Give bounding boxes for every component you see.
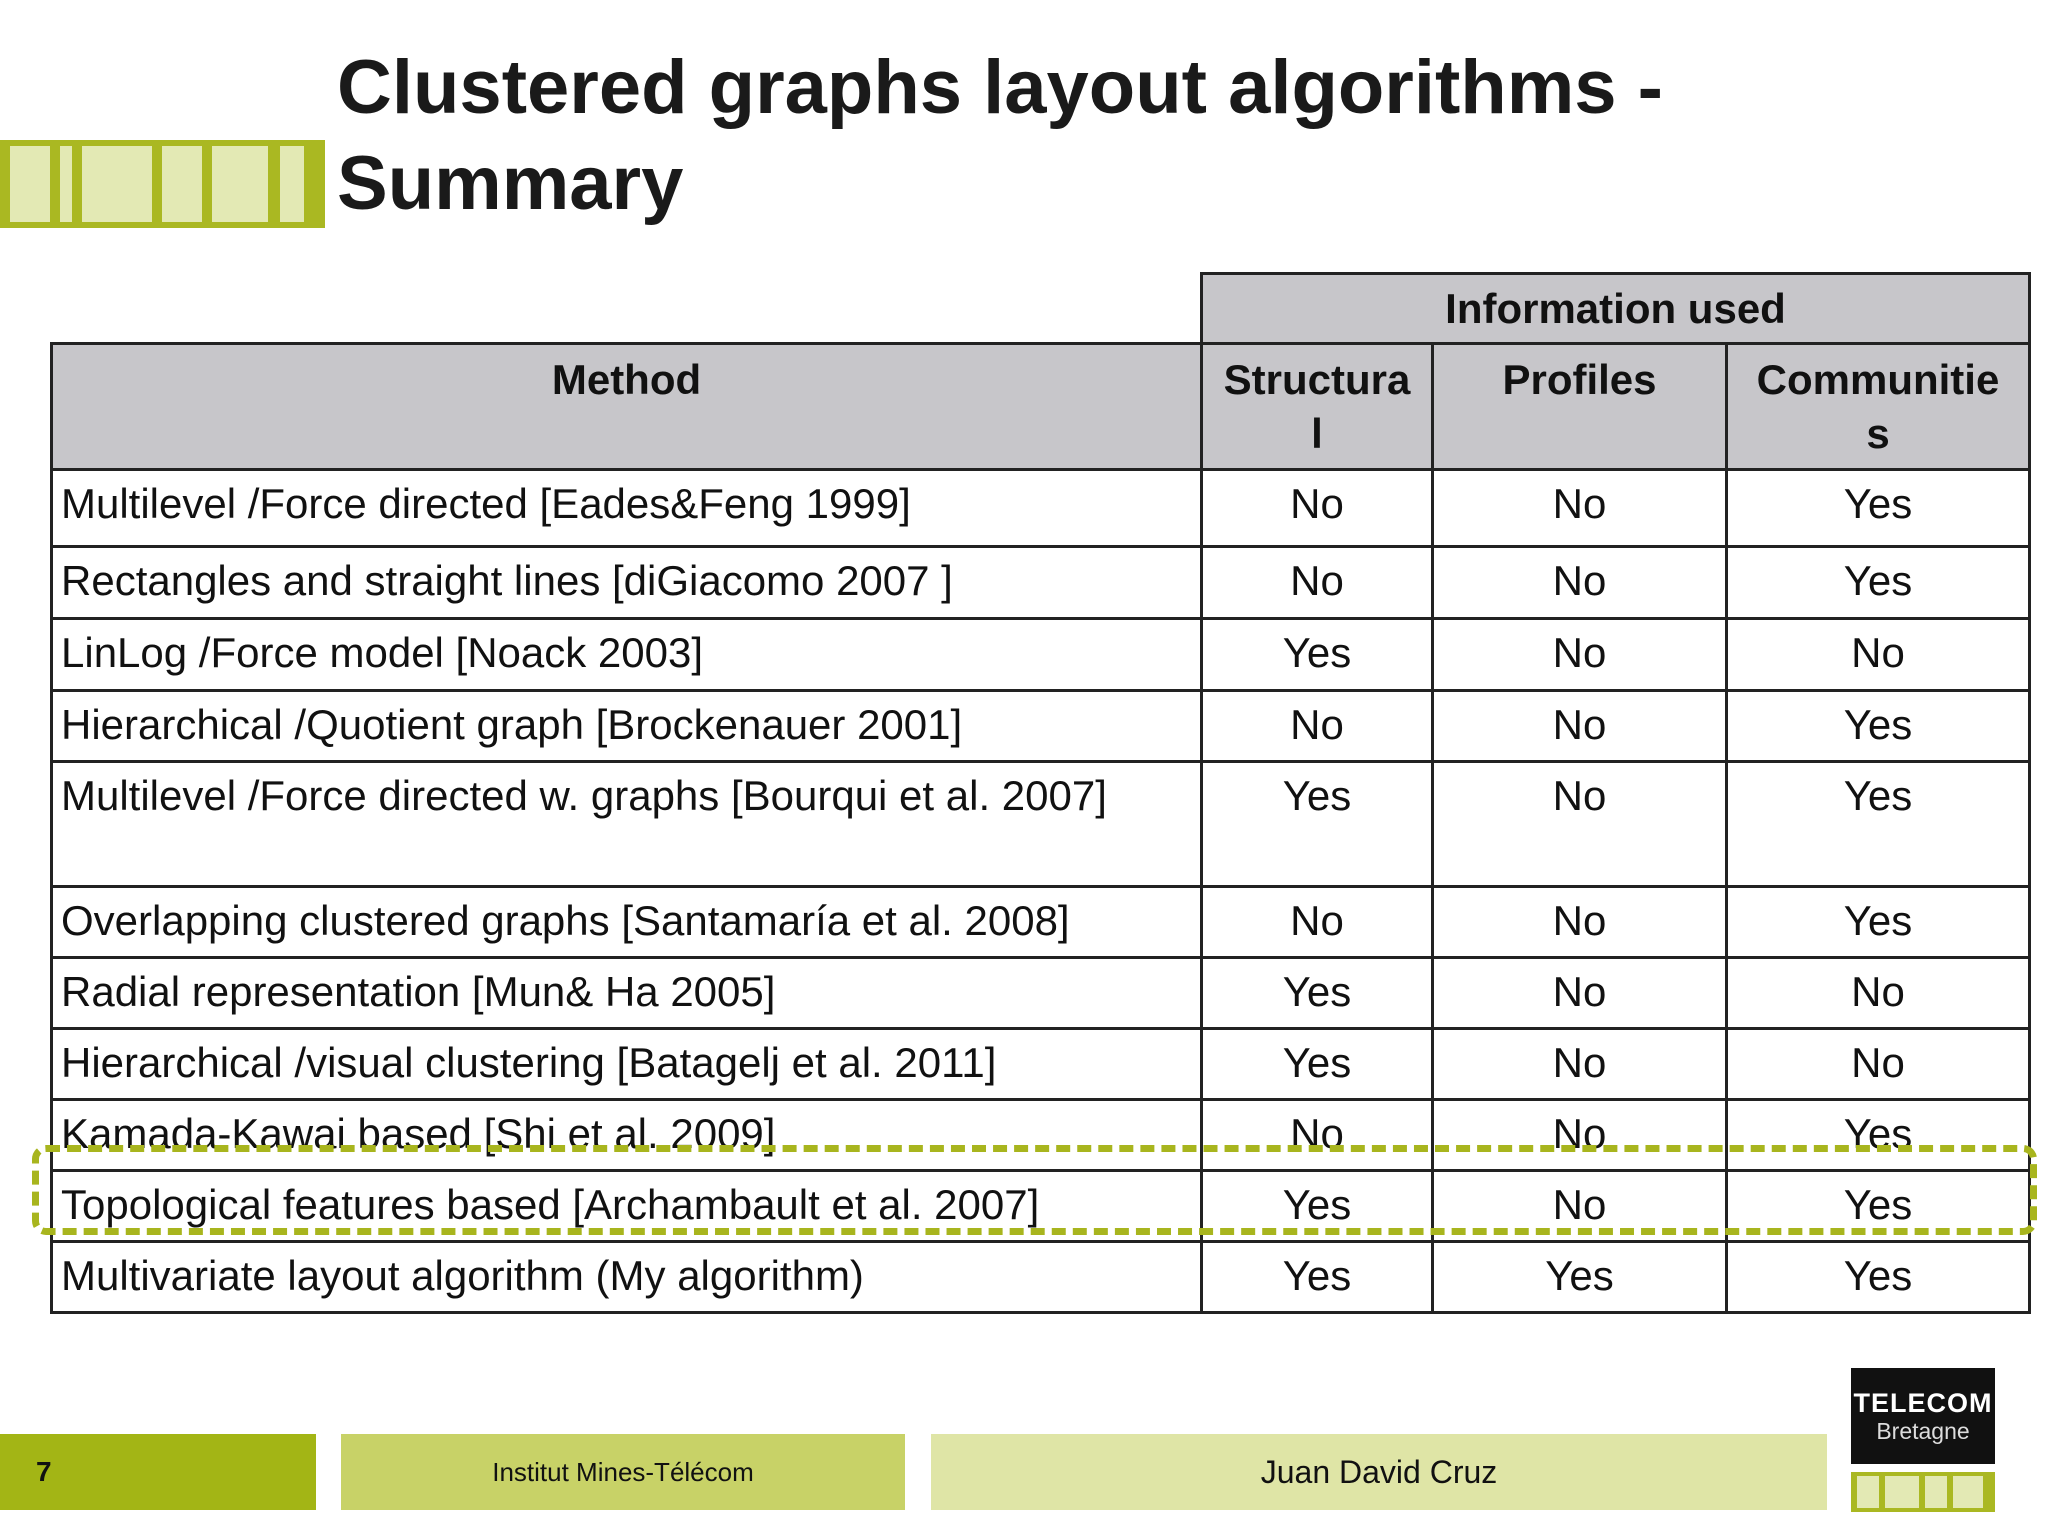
table-column-header-row — [52, 344, 2030, 470]
structural-cell: No — [1202, 887, 1433, 958]
communities-cell: Yes — [1727, 887, 2030, 958]
table-row — [52, 762, 2030, 887]
method-cell: Hierarchical /Quotient graph [Brockenauer 2001] — [52, 691, 1202, 762]
communities-cell: No — [1727, 1029, 2030, 1100]
profiles-header: Profiles — [1433, 344, 1727, 470]
communities-header — [1727, 344, 2030, 470]
structural-cell: Yes — [1202, 958, 1433, 1029]
profiles-cell: No — [1433, 547, 1727, 619]
institution-logo-strip — [0, 140, 325, 228]
structural-header-line-1: Structura — [1223, 356, 1411, 403]
table-row — [52, 547, 2030, 619]
communities-cell: No — [1727, 619, 2030, 691]
table-row — [52, 1242, 2030, 1313]
table-group-header-row — [52, 274, 2030, 344]
method-cell: Rectangles and straight lines [diGiacomo 2007 ] — [52, 547, 1202, 619]
communities-cell: Yes — [1727, 1171, 2030, 1242]
table-row — [52, 887, 2030, 958]
method-cell: Multivariate layout algorithm (My algorithm) — [52, 1242, 1202, 1313]
slide-title-line-1: Clustered graphs layout algorithms - — [337, 45, 1663, 130]
structural-header — [1202, 344, 1433, 470]
logo-mark-strip — [1851, 1472, 1995, 1512]
profiles-cell: Yes — [1433, 1242, 1727, 1313]
profiles-cell: No — [1433, 470, 1727, 547]
table-row — [52, 619, 2030, 691]
table-row — [52, 958, 2030, 1029]
structural-cell: No — [1202, 470, 1433, 547]
method-cell: Hierarchical /visual clustering [Batagelj et al. 2011] — [52, 1029, 1202, 1100]
method-cell: Multilevel /Force directed [Eades&Feng 1999] — [52, 470, 1202, 547]
method-cell: Kamada-Kawai based [Shi et al. 2009] — [52, 1100, 1202, 1171]
structural-cell: Yes — [1202, 619, 1433, 691]
telecom-bretagne-logo — [1851, 1368, 1995, 1464]
method-cell: Multilevel /Force directed w. graphs [Bourqui et al. 2007] — [52, 762, 1202, 887]
structural-cell: Yes — [1202, 1242, 1433, 1313]
table-row — [52, 691, 2030, 762]
method-cell: Overlapping clustered graphs [Santamaría et al. 2008] — [52, 887, 1202, 958]
logo-line-2: Bretagne — [1876, 1418, 1970, 1444]
table-row — [52, 470, 2030, 547]
communities-cell: Yes — [1727, 1242, 2030, 1313]
structural-cell: No — [1202, 547, 1433, 619]
table-corner-cell — [52, 274, 1202, 344]
profiles-cell: No — [1433, 958, 1727, 1029]
communities-cell: Yes — [1727, 547, 2030, 619]
profiles-cell: No — [1433, 1100, 1727, 1171]
structural-cell: No — [1202, 691, 1433, 762]
communities-header-line-2: s — [1866, 410, 1890, 457]
method-cell: Radial representation [Mun& Ha 2005] — [52, 958, 1202, 1029]
profiles-cell: No — [1433, 619, 1727, 691]
communities-cell: Yes — [1727, 470, 2030, 547]
profiles-cell: No — [1433, 1029, 1727, 1100]
structural-cell: Yes — [1202, 762, 1433, 887]
structural-cell: No — [1202, 1100, 1433, 1171]
slide-title-line-2: Summary — [337, 141, 684, 226]
structural-cell: Yes — [1202, 1029, 1433, 1100]
structural-cell: Yes — [1202, 1171, 1433, 1242]
communities-header-line-1: Communitie — [1756, 356, 2000, 403]
method-header: Method — [52, 344, 1202, 470]
footer-author: Juan David Cruz — [931, 1434, 1827, 1510]
profiles-cell: No — [1433, 762, 1727, 887]
method-cell: Topological features based [Archambault et al. 2007] — [52, 1171, 1202, 1242]
communities-cell: Yes — [1727, 691, 2030, 762]
communities-cell: Yes — [1727, 762, 2030, 887]
row-highlight-dashed-frame — [32, 1145, 2037, 1235]
information-used-header: Information used — [1202, 274, 2030, 344]
table-row — [52, 1029, 2030, 1100]
communities-cell: No — [1727, 958, 2030, 1029]
slide-title — [337, 40, 2017, 232]
method-cell: LinLog /Force model [Noack 2003] — [52, 619, 1202, 691]
page-number: 7 — [0, 1434, 316, 1510]
structural-header-line-2: l — [1311, 410, 1323, 457]
profiles-cell: No — [1433, 887, 1727, 958]
logo-line-1: TELECOM — [1853, 1388, 1993, 1418]
footer-institute: Institut Mines-Télécom — [341, 1434, 905, 1510]
profiles-cell: No — [1433, 691, 1727, 762]
profiles-cell: No — [1433, 1171, 1727, 1242]
communities-cell: Yes — [1727, 1100, 2030, 1171]
